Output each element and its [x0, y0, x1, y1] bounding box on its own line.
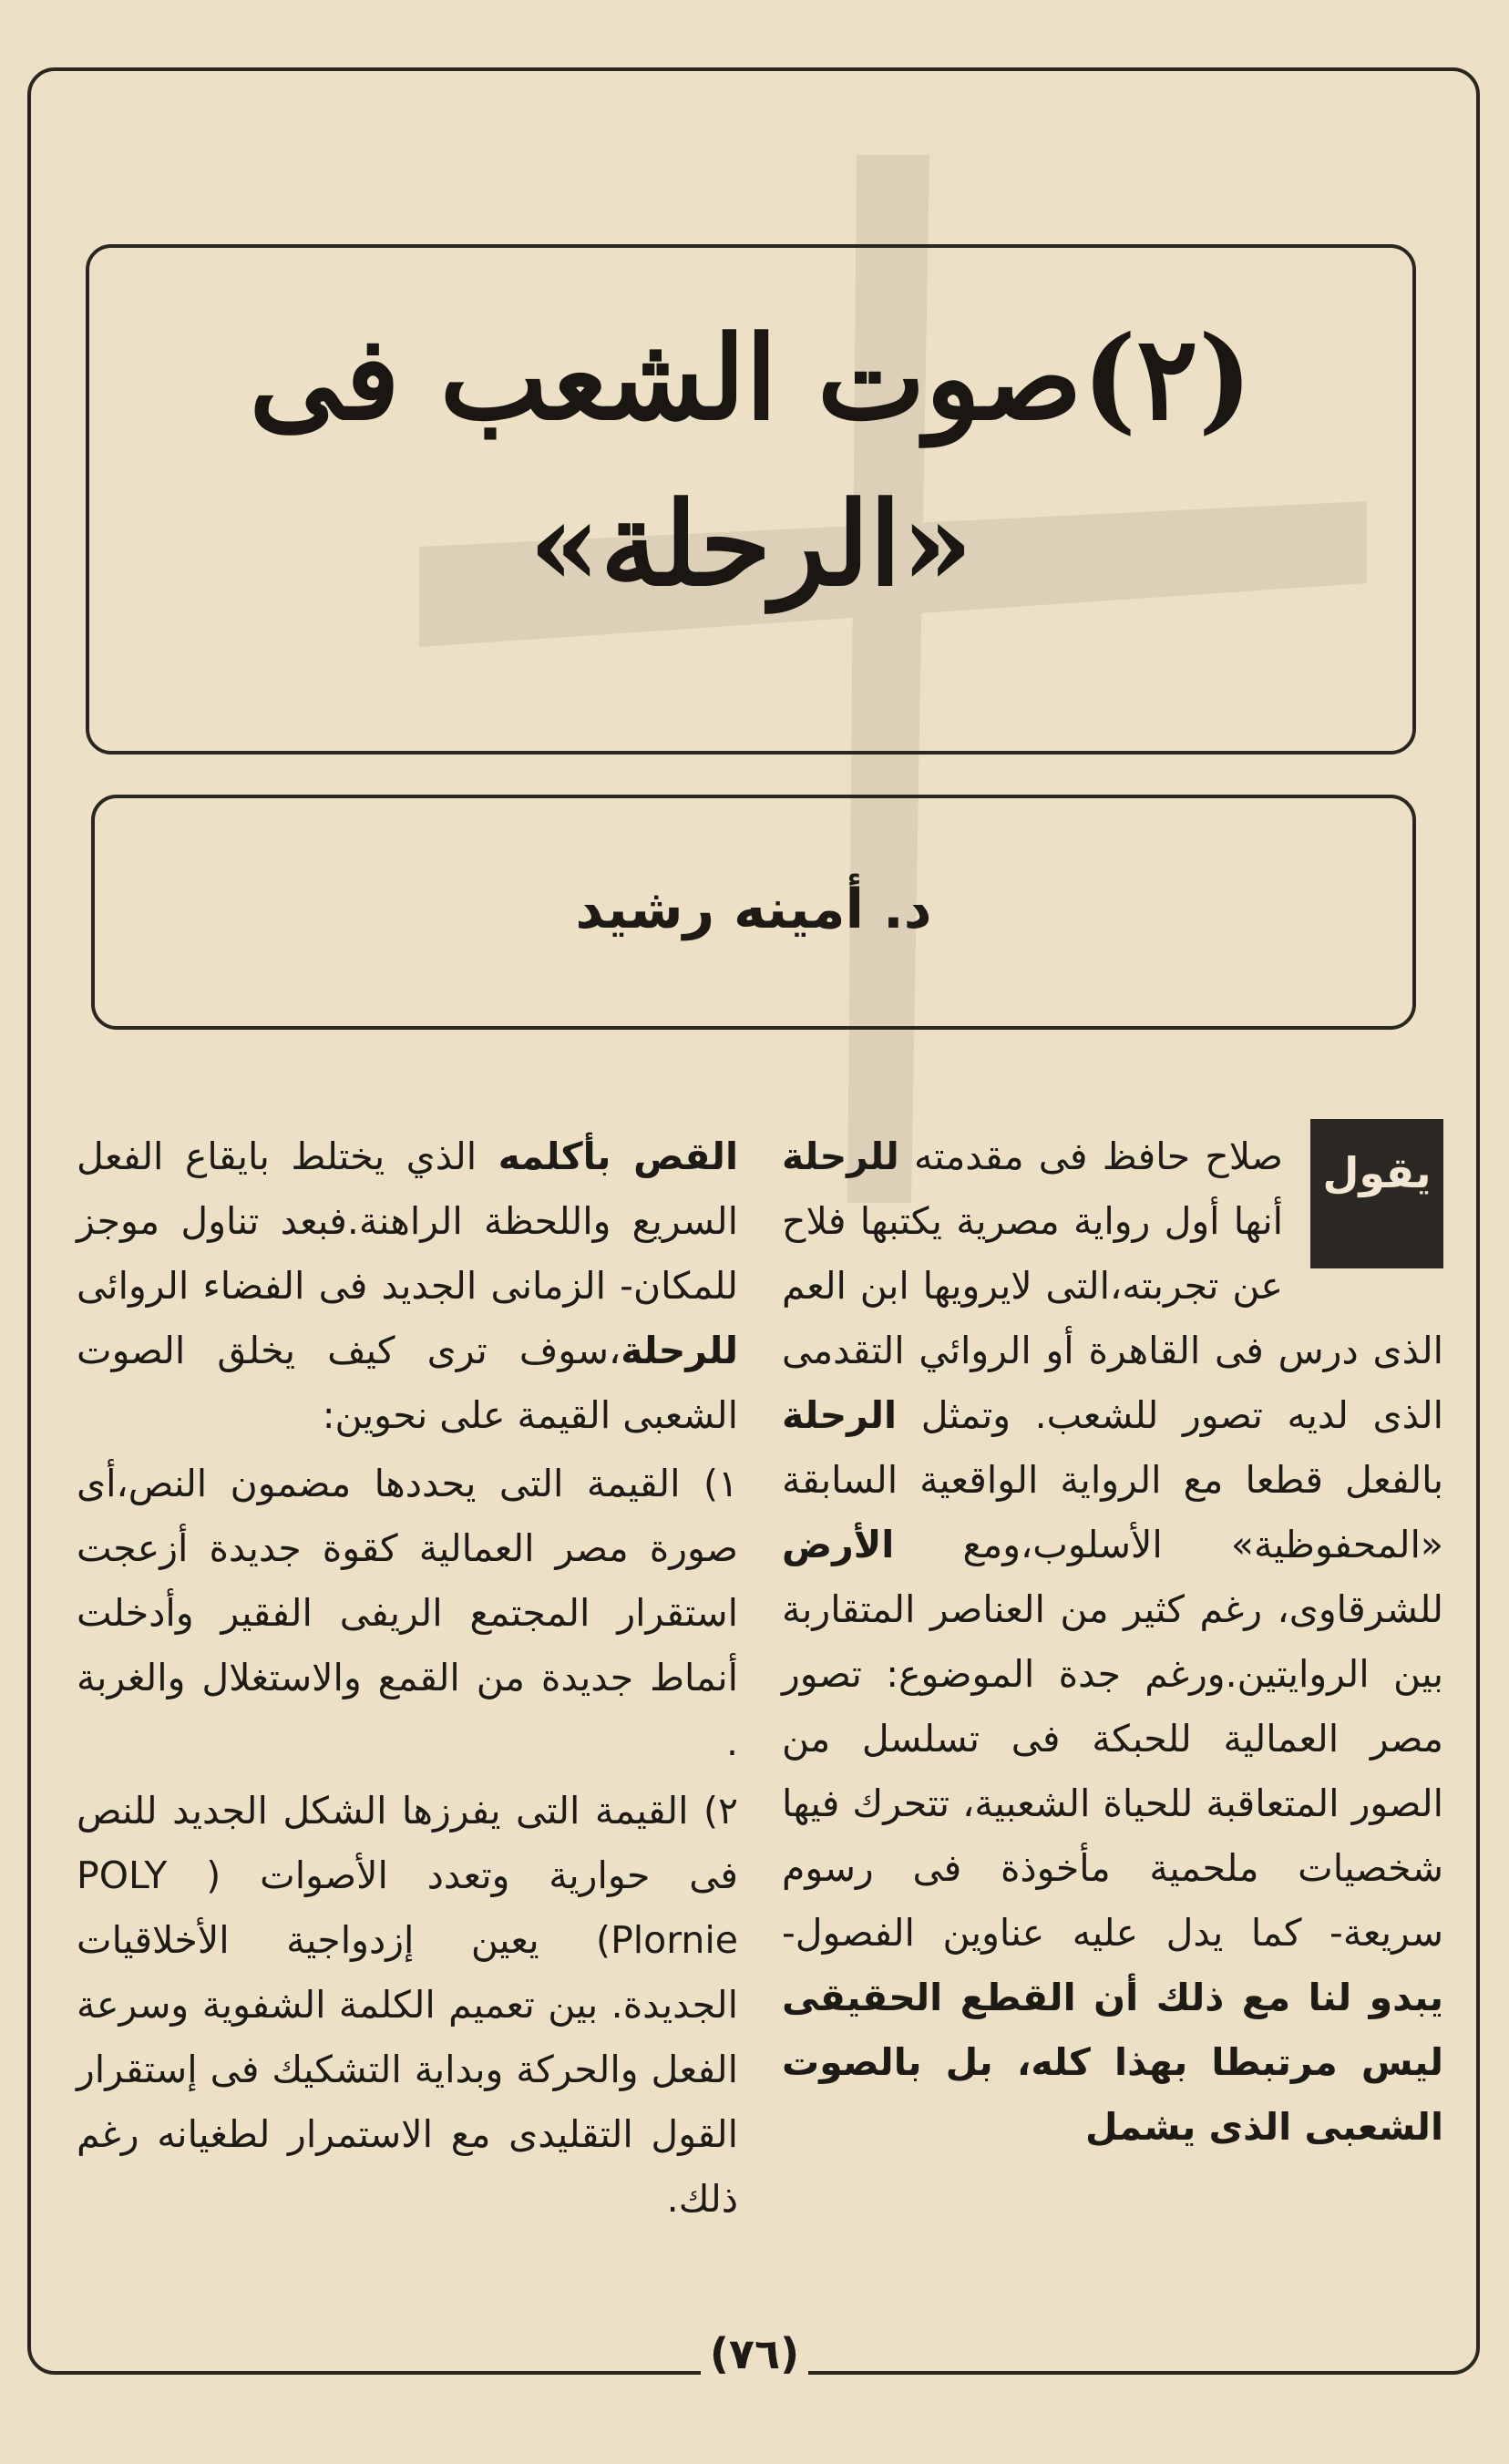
right-text-1: صلاح حافظ فى مقدمته	[898, 1134, 1283, 1178]
article-title-line-2: «الرحلة»	[529, 477, 973, 611]
right-emphasis-2: الرحلة	[782, 1393, 898, 1437]
right-emphasis-4: يبدو لنا مع ذلك أن القطع الحقيقى ليس مرتبطا بهذا كله، بل بالصوت الشعبى الذى يشمل	[782, 1976, 1443, 2149]
right-column	[782, 1124, 1443, 2163]
author-name: د. أمينه رشيد	[575, 878, 932, 941]
left-column-paragraph-3: ٢) القيمة التى يفرزها الشكل الجديد للنص فى حوارية وتعدد الأصوات ( POLY Plornie) يعين إزدواجية الأخلاقيات الجديدة. بين تعميم الكلمة الشفوية وسرعة الفعل والحركة وبداية التشكيك فى إستقرار القول التقليدى مع الاستمرار لطغيانه رغم ذلك.	[77, 1789, 738, 2221]
left-text-1: الذي يختلط بايقاع الفعل السريع واللحظة الراهنة.فبعد تناول موجز للمكان- الزمانى الجديد فى الفضاء الروائى	[77, 1134, 738, 1308]
right-text-4: للشرقاوى، رغم كثير من العناصر المتقاربة بين الروايتين.ورغم جدة الموضوع: تصور مصر العمالية للحبكة فى تسلسل من الصور المتعاقبة للحياة الشعبية، تتحرك فيها شخصيات ملحمية مأخوذة فى رسوم سريعة- كما يدل عليه عناوين الفصول-	[782, 1587, 1443, 1955]
title-box	[86, 244, 1416, 755]
right-text-3: بالفعل قطعا مع الرواية الواقعية السابقة «المحفوظية» الأسلوب،ومع	[782, 1458, 1443, 1566]
left-emphasis-1: القص بأكلمه	[498, 1134, 738, 1178]
left-emphasis-2: للرحلة	[621, 1329, 738, 1372]
right-emphasis-1: للرحلة	[782, 1134, 899, 1178]
left-text-2: ،سوف ترى كيف يخلق الصوت الشعبى القيمة على نحوين:	[77, 1329, 738, 1437]
right-column-paragraph	[782, 1124, 1443, 2160]
article-title-line-1: (٢)صوت الشعب فى	[249, 311, 1253, 446]
page-number-text: (٧٦)	[701, 2329, 808, 2378]
author-box	[91, 795, 1416, 1030]
right-text-2: أنها أول رواية مصرية يكتبها فلاح عن تجربته،التى لايرويها ابن العم الذى درس فى القاهرة أو الروائي التقدمى الذى لديه تصور للشعب. وتمثل	[782, 1199, 1443, 1437]
dropcap-label: يقول	[1310, 1119, 1443, 1268]
left-column	[77, 1124, 738, 2235]
page-number	[0, 2329, 1509, 2378]
left-column-paragraph-1	[77, 1124, 738, 1448]
right-emphasis-3: الأرض	[782, 1523, 895, 1566]
left-column-paragraph-2: ١) القيمة التى يحددها مضمون النص،أى صورة مصر العمالية كقوة جديدة أزعجت استقرار المجتمع الريفى الفقير وأدخلت أنماط جديدة من القمع والاستغلال والغربة .	[77, 1462, 738, 1764]
